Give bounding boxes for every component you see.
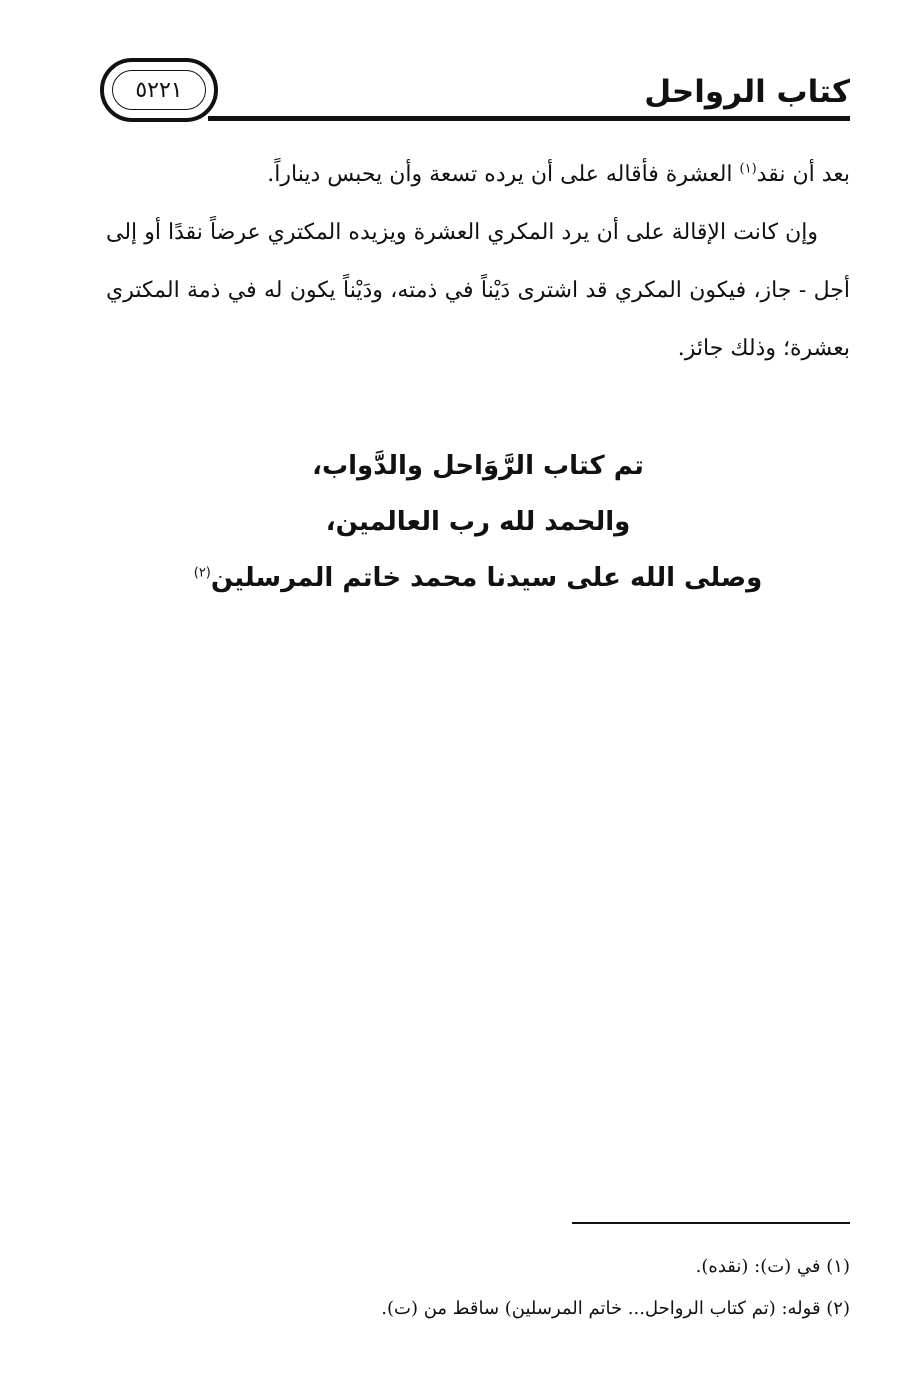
closing-line-2: والحمد لله رب العالمين، <box>325 507 631 537</box>
footnote-ref-1: (١) <box>739 161 757 177</box>
paragraph-1 <box>106 146 850 204</box>
page-number-frame <box>100 58 218 122</box>
closing-line-3 <box>106 550 850 606</box>
footnote-ref-2: (٢) <box>193 565 211 581</box>
closing-line-3-text: وصلى الله على سيدنا محمد خاتم المرسلين <box>210 563 763 593</box>
page-header <box>100 58 850 124</box>
footnote-separator <box>572 1222 850 1224</box>
closing-formula <box>106 438 850 606</box>
page-number: ٥٢٢١ <box>112 70 206 110</box>
footnotes <box>106 1246 850 1330</box>
footnote-2: (٢) قوله: (تم كتاب الرواحل... خاتم المرسلين) ساقط من (ت). <box>381 1298 850 1319</box>
paragraph-2: وإن كانت الإقالة على أن يرد المكري العشرة ويزيده المكتري عرضاً نقدًا أو إلى أجل - جاز، فيكون المكري قد اشترى دَيْناً في ذمته، ودَيْناً يكون له في ذمة المكتري بعشرة؛ وذلك جائز. <box>106 220 850 361</box>
closing-line-1: تم كتاب الرَّوَاحل والدَّواب، <box>312 451 644 481</box>
chapter-title: كتاب الرواحل <box>644 74 850 110</box>
paragraph-1-end: العشرة فأقاله على أن يرده تسعة وأن يحبس ديناراً. <box>267 162 740 187</box>
paragraph-1-start: بعد أن نقد <box>756 162 850 187</box>
body-text <box>106 146 850 378</box>
footnote-1: (١) في (ت): (نقده). <box>695 1256 850 1277</box>
header-rule <box>208 116 850 121</box>
